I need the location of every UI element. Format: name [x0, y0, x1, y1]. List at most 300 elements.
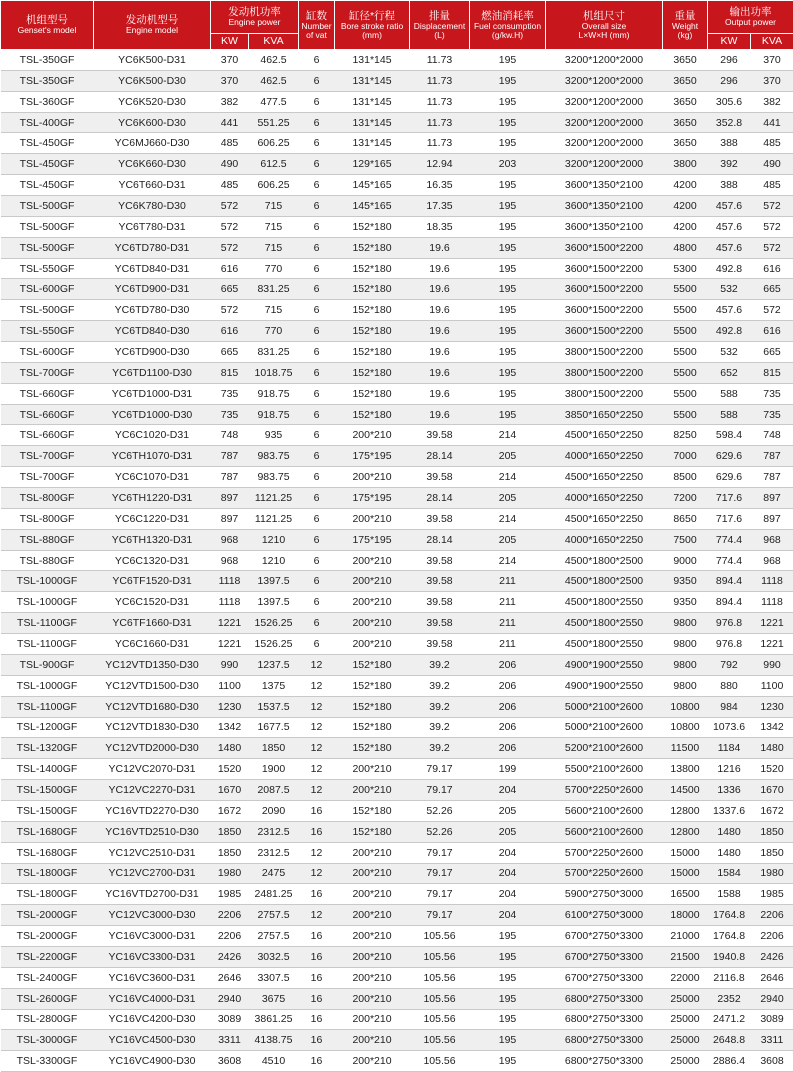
cell-cylinders: 6: [299, 342, 335, 363]
cell-genset-model: TSL-1000GF: [1, 592, 94, 613]
cell-engine-kva: 715: [249, 196, 299, 217]
cell-fuel-consumption: 205: [470, 821, 546, 842]
cell-fuel-consumption: 204: [470, 884, 546, 905]
cell-weight: 8650: [663, 508, 708, 529]
cell-genset-model: TSL-2000GF: [1, 905, 94, 926]
cell-output-kva: 1850: [751, 842, 793, 863]
cell-engine-kva: 770: [249, 258, 299, 279]
cell-overall-size: 3600*1500*2200: [546, 300, 663, 321]
cell-engine-model: YC6K780-D30: [94, 196, 211, 217]
cell-genset-model: TSL-2000GF: [1, 926, 94, 947]
cell-engine-kw: 490: [211, 154, 249, 175]
cell-bore-stroke: 152*180: [335, 675, 410, 696]
cell-engine-kw: 748: [211, 425, 249, 446]
cell-displacement: 52.26: [410, 800, 470, 821]
cell-displacement: 11.73: [410, 91, 470, 112]
cell-output-kw: 1764.8: [708, 926, 751, 947]
cell-fuel-consumption: 195: [470, 50, 546, 71]
cell-bore-stroke: 200*210: [335, 592, 410, 613]
cell-cylinders: 6: [299, 467, 335, 488]
table-row: [1, 425, 793, 446]
cell-displacement: 105.56: [410, 1051, 470, 1072]
cell-engine-kw: 735: [211, 404, 249, 425]
cell-output-kva: 2206: [751, 905, 793, 926]
cell-engine-kva: 3861.25: [249, 1009, 299, 1030]
cell-output-kva: 897: [751, 488, 793, 509]
cell-weight: 5300: [663, 258, 708, 279]
cell-output-kw: 2352: [708, 988, 751, 1009]
cell-genset-model: TSL-1800GF: [1, 863, 94, 884]
cell-bore-stroke: 131*145: [335, 70, 410, 91]
table-row: [1, 237, 793, 258]
cell-output-kva: 665: [751, 342, 793, 363]
cell-output-kw: 1184: [708, 738, 751, 759]
cell-overall-size: 3800*1500*2200: [546, 362, 663, 383]
cell-overall-size: 4900*1900*2550: [546, 675, 663, 696]
cell-cylinders: 6: [299, 321, 335, 342]
cell-bore-stroke: 200*210: [335, 988, 410, 1009]
cell-genset-model: TSL-550GF: [1, 321, 94, 342]
cell-weight: 11500: [663, 738, 708, 759]
cell-overall-size: 3600*1500*2200: [546, 321, 663, 342]
cell-engine-kw: 787: [211, 446, 249, 467]
cell-overall-size: 4900*1900*2550: [546, 654, 663, 675]
cell-output-kw: 652: [708, 362, 751, 383]
cell-output-kw: 588: [708, 383, 751, 404]
header-bore-stroke: 缸径*行程 Bore stroke ratio (mm): [335, 1, 410, 50]
cell-engine-model: YC6C1520-D31: [94, 592, 211, 613]
cell-bore-stroke: 131*145: [335, 112, 410, 133]
cell-genset-model: TSL-400GF: [1, 112, 94, 133]
cell-overall-size: 3800*1500*2200: [546, 383, 663, 404]
cell-cylinders: 12: [299, 654, 335, 675]
cell-output-kw: 976.8: [708, 613, 751, 634]
cell-cylinders: 6: [299, 258, 335, 279]
cell-engine-kw: 990: [211, 654, 249, 675]
cell-weight: 9800: [663, 634, 708, 655]
cell-overall-size: 3850*1650*2250: [546, 404, 663, 425]
cell-engine-kw: 2206: [211, 926, 249, 947]
cell-cylinders: 6: [299, 237, 335, 258]
cell-genset-model: TSL-1680GF: [1, 821, 94, 842]
cell-weight: 15000: [663, 842, 708, 863]
cell-cylinders: 6: [299, 50, 335, 71]
cell-fuel-consumption: 203: [470, 154, 546, 175]
cell-output-kva: 490: [751, 154, 793, 175]
cell-genset-model: TSL-660GF: [1, 404, 94, 425]
cell-engine-kw: 370: [211, 70, 249, 91]
cell-overall-size: 6800*2750*3300: [546, 1030, 663, 1051]
cell-genset-model: TSL-700GF: [1, 446, 94, 467]
cell-bore-stroke: 129*165: [335, 154, 410, 175]
cell-output-kva: 1118: [751, 592, 793, 613]
cell-cylinders: 6: [299, 488, 335, 509]
cell-displacement: 19.6: [410, 342, 470, 363]
cell-genset-model: TSL-880GF: [1, 550, 94, 571]
cell-engine-model: YC16VTD2700-D31: [94, 884, 211, 905]
cell-displacement: 39.2: [410, 696, 470, 717]
cell-fuel-consumption: 195: [470, 1030, 546, 1051]
table-row: [1, 550, 793, 571]
cell-engine-kw: 3089: [211, 1009, 249, 1030]
cell-bore-stroke: 200*210: [335, 884, 410, 905]
cell-output-kva: 441: [751, 112, 793, 133]
cell-weight: 9800: [663, 675, 708, 696]
table-row: [1, 738, 793, 759]
table-row: [1, 216, 793, 237]
cell-displacement: 105.56: [410, 988, 470, 1009]
table-row: [1, 258, 793, 279]
cell-output-kw: 457.6: [708, 237, 751, 258]
cell-output-kva: 1980: [751, 863, 793, 884]
cell-weight: 5500: [663, 342, 708, 363]
cell-genset-model: TSL-350GF: [1, 50, 94, 71]
cell-cylinders: 6: [299, 550, 335, 571]
cell-output-kva: 2646: [751, 967, 793, 988]
cell-genset-model: TSL-660GF: [1, 425, 94, 446]
cell-weight: 9350: [663, 571, 708, 592]
cell-weight: 3800: [663, 154, 708, 175]
cell-cylinders: 6: [299, 112, 335, 133]
cell-overall-size: 4000*1650*2250: [546, 488, 663, 509]
cell-engine-kva: 612.5: [249, 154, 299, 175]
cell-output-kva: 2426: [751, 946, 793, 967]
cell-output-kva: 3608: [751, 1051, 793, 1072]
cell-genset-model: TSL-880GF: [1, 529, 94, 550]
cell-overall-size: 6800*2750*3300: [546, 1051, 663, 1072]
cell-genset-model: TSL-360GF: [1, 91, 94, 112]
cell-displacement: 19.6: [410, 321, 470, 342]
table-body: [1, 50, 793, 1072]
cell-displacement: 39.2: [410, 738, 470, 759]
table-row: [1, 175, 793, 196]
cell-engine-model: YC6TD1100-D30: [94, 362, 211, 383]
cell-bore-stroke: 152*180: [335, 300, 410, 321]
cell-engine-model: YC12VTD1680-D30: [94, 696, 211, 717]
cell-engine-kw: 735: [211, 383, 249, 404]
cell-fuel-consumption: 204: [470, 905, 546, 926]
cell-fuel-consumption: 195: [470, 133, 546, 154]
cell-output-kva: 2940: [751, 988, 793, 1009]
cell-genset-model: TSL-450GF: [1, 133, 94, 154]
table-row: [1, 488, 793, 509]
cell-displacement: 39.2: [410, 675, 470, 696]
cell-genset-model: TSL-2200GF: [1, 946, 94, 967]
cell-output-kw: 1073.6: [708, 717, 751, 738]
cell-cylinders: 6: [299, 634, 335, 655]
cell-engine-kw: 572: [211, 237, 249, 258]
cell-fuel-consumption: 195: [470, 196, 546, 217]
cell-engine-kw: 1221: [211, 613, 249, 634]
cell-output-kw: 629.6: [708, 467, 751, 488]
cell-engine-kva: 715: [249, 216, 299, 237]
cell-output-kw: 2648.8: [708, 1030, 751, 1051]
cell-weight: 7000: [663, 446, 708, 467]
table-row: [1, 467, 793, 488]
cell-engine-kw: 572: [211, 216, 249, 237]
table-row: [1, 529, 793, 550]
cell-cylinders: 16: [299, 884, 335, 905]
cell-cylinders: 6: [299, 133, 335, 154]
cell-output-kw: 880: [708, 675, 751, 696]
cell-fuel-consumption: 195: [470, 70, 546, 91]
cell-output-kw: 1336: [708, 780, 751, 801]
cell-engine-model: YC12VC2070-D31: [94, 759, 211, 780]
cell-cylinders: 12: [299, 780, 335, 801]
cell-output-kw: 1216: [708, 759, 751, 780]
cell-weight: 5500: [663, 300, 708, 321]
cell-genset-model: TSL-1500GF: [1, 780, 94, 801]
cell-output-kw: 598.4: [708, 425, 751, 446]
table-row: [1, 1030, 793, 1051]
table-row: [1, 717, 793, 738]
cell-displacement: 19.6: [410, 362, 470, 383]
cell-weight: 21500: [663, 946, 708, 967]
cell-engine-kva: 1397.5: [249, 592, 299, 613]
cell-engine-model: YC16VC3000-D31: [94, 926, 211, 947]
cell-genset-model: TSL-1320GF: [1, 738, 94, 759]
cell-engine-kva: 2475: [249, 863, 299, 884]
cell-fuel-consumption: 205: [470, 529, 546, 550]
table-header: [1, 1, 793, 50]
cell-engine-kva: 2757.5: [249, 926, 299, 947]
cell-fuel-consumption: 195: [470, 946, 546, 967]
cell-fuel-consumption: 195: [470, 404, 546, 425]
cell-engine-model: YC6TH1320-D31: [94, 529, 211, 550]
cell-engine-model: YC6K660-D30: [94, 154, 211, 175]
cell-overall-size: 4500*1800*2550: [546, 592, 663, 613]
cell-output-kva: 382: [751, 91, 793, 112]
cell-bore-stroke: 152*180: [335, 821, 410, 842]
cell-genset-model: TSL-900GF: [1, 654, 94, 675]
cell-engine-kva: 1677.5: [249, 717, 299, 738]
cell-engine-kva: 1900: [249, 759, 299, 780]
cell-genset-model: TSL-450GF: [1, 175, 94, 196]
cell-engine-model: YC6TD780-D30: [94, 300, 211, 321]
cell-engine-model: YC12VC2510-D31: [94, 842, 211, 863]
cell-cylinders: 16: [299, 988, 335, 1009]
cell-engine-model: YC16VC3600-D31: [94, 967, 211, 988]
cell-displacement: 11.73: [410, 133, 470, 154]
cell-overall-size: 4000*1650*2250: [546, 529, 663, 550]
cell-engine-model: YC6K520-D30: [94, 91, 211, 112]
cell-engine-kw: 815: [211, 362, 249, 383]
cell-displacement: 19.6: [410, 258, 470, 279]
cell-genset-model: TSL-450GF: [1, 154, 94, 175]
cell-engine-kw: 616: [211, 258, 249, 279]
cell-output-kva: 1480: [751, 738, 793, 759]
cell-engine-kw: 1100: [211, 675, 249, 696]
table-row: [1, 800, 793, 821]
cell-overall-size: 3600*1350*2100: [546, 175, 663, 196]
cell-engine-model: YC6TD900-D30: [94, 342, 211, 363]
cell-fuel-consumption: 199: [470, 759, 546, 780]
table-row: [1, 696, 793, 717]
cell-cylinders: 6: [299, 613, 335, 634]
cell-engine-kw: 1672: [211, 800, 249, 821]
cell-output-kw: 392: [708, 154, 751, 175]
cell-weight: 4200: [663, 175, 708, 196]
cell-weight: 4800: [663, 237, 708, 258]
cell-cylinders: 12: [299, 717, 335, 738]
cell-weight: 5500: [663, 362, 708, 383]
cell-weight: 22000: [663, 967, 708, 988]
cell-overall-size: 3600*1500*2200: [546, 258, 663, 279]
header-output-kw: KW: [708, 34, 751, 50]
cell-overall-size: 6700*2750*3300: [546, 967, 663, 988]
cell-engine-kva: 4138.75: [249, 1030, 299, 1051]
cell-engine-kva: 477.5: [249, 91, 299, 112]
cell-engine-kw: 1985: [211, 884, 249, 905]
cell-engine-kva: 983.75: [249, 467, 299, 488]
cell-bore-stroke: 200*210: [335, 926, 410, 947]
cell-displacement: 39.58: [410, 508, 470, 529]
cell-cylinders: 6: [299, 446, 335, 467]
cell-output-kw: 388: [708, 133, 751, 154]
cell-cylinders: 6: [299, 592, 335, 613]
cell-cylinders: 6: [299, 175, 335, 196]
table-row: [1, 362, 793, 383]
cell-cylinders: 16: [299, 926, 335, 947]
cell-fuel-consumption: 206: [470, 717, 546, 738]
cell-output-kw: 296: [708, 50, 751, 71]
cell-displacement: 16.35: [410, 175, 470, 196]
cell-displacement: 39.58: [410, 425, 470, 446]
cell-overall-size: 5000*2100*2600: [546, 717, 663, 738]
cell-fuel-consumption: 205: [470, 488, 546, 509]
cell-bore-stroke: 200*210: [335, 842, 410, 863]
cell-engine-model: YC12VTD1500-D30: [94, 675, 211, 696]
cell-displacement: 39.2: [410, 654, 470, 675]
cell-engine-kw: 665: [211, 279, 249, 300]
cell-weight: 12800: [663, 821, 708, 842]
cell-genset-model: TSL-2400GF: [1, 967, 94, 988]
cell-engine-kw: 572: [211, 300, 249, 321]
cell-overall-size: 6800*2750*3300: [546, 988, 663, 1009]
cell-overall-size: 6800*2750*3300: [546, 1009, 663, 1030]
cell-cylinders: 12: [299, 759, 335, 780]
header-engine-model: 发动机型号 Engine model: [94, 1, 211, 50]
cell-engine-model: YC6TD840-D30: [94, 321, 211, 342]
cell-output-kw: 717.6: [708, 508, 751, 529]
cell-engine-model: YC6TD780-D31: [94, 237, 211, 258]
cell-overall-size: 3200*1200*2000: [546, 70, 663, 91]
header-output-kva: KVA: [751, 34, 793, 50]
cell-engine-kw: 485: [211, 175, 249, 196]
cell-engine-kva: 1526.25: [249, 634, 299, 655]
cell-engine-kva: 715: [249, 237, 299, 258]
cell-cylinders: 6: [299, 196, 335, 217]
cell-overall-size: 6700*2750*3300: [546, 926, 663, 947]
cell-output-kw: 894.4: [708, 592, 751, 613]
cell-output-kva: 616: [751, 321, 793, 342]
cell-overall-size: 3200*1200*2000: [546, 112, 663, 133]
cell-engine-kva: 715: [249, 300, 299, 321]
cell-bore-stroke: 152*180: [335, 362, 410, 383]
cell-output-kva: 370: [751, 50, 793, 71]
cell-engine-kva: 831.25: [249, 279, 299, 300]
cell-engine-model: YC12VTD2000-D30: [94, 738, 211, 759]
cell-displacement: 11.73: [410, 70, 470, 91]
cell-displacement: 11.73: [410, 112, 470, 133]
cell-output-kw: 457.6: [708, 196, 751, 217]
cell-weight: 10800: [663, 696, 708, 717]
cell-weight: 9350: [663, 592, 708, 613]
cell-fuel-consumption: 195: [470, 362, 546, 383]
cell-overall-size: 3600*1500*2200: [546, 279, 663, 300]
cell-overall-size: 6700*2750*3300: [546, 946, 663, 967]
header-weight: 重量 Weight (kg): [663, 1, 708, 50]
cell-bore-stroke: 152*180: [335, 404, 410, 425]
cell-bore-stroke: 152*180: [335, 216, 410, 237]
cell-output-kw: 774.4: [708, 550, 751, 571]
cell-engine-kva: 3307.5: [249, 967, 299, 988]
cell-overall-size: 5900*2750*3000: [546, 884, 663, 905]
cell-output-kva: 1520: [751, 759, 793, 780]
table-row: [1, 988, 793, 1009]
cell-output-kw: 457.6: [708, 300, 751, 321]
cell-bore-stroke: 152*180: [335, 321, 410, 342]
cell-engine-kva: 3675: [249, 988, 299, 1009]
cell-output-kva: 3089: [751, 1009, 793, 1030]
table-row: [1, 50, 793, 71]
cell-bore-stroke: 175*195: [335, 488, 410, 509]
cell-output-kw: 1337.6: [708, 800, 751, 821]
cell-bore-stroke: 200*210: [335, 508, 410, 529]
cell-cylinders: 6: [299, 70, 335, 91]
cell-overall-size: 3800*1500*2200: [546, 342, 663, 363]
cell-weight: 25000: [663, 1009, 708, 1030]
cell-cylinders: 16: [299, 1009, 335, 1030]
table-row: [1, 592, 793, 613]
cell-overall-size: 5600*2100*2600: [546, 821, 663, 842]
cell-engine-kw: 2206: [211, 905, 249, 926]
cell-engine-kw: 1850: [211, 842, 249, 863]
cell-output-kva: 1230: [751, 696, 793, 717]
cell-output-kva: 485: [751, 175, 793, 196]
cell-weight: 12800: [663, 800, 708, 821]
table-row: [1, 780, 793, 801]
cell-engine-kw: 2646: [211, 967, 249, 988]
cell-fuel-consumption: 214: [470, 508, 546, 529]
cell-overall-size: 4500*1650*2250: [546, 467, 663, 488]
table-row: [1, 634, 793, 655]
cell-genset-model: TSL-1800GF: [1, 884, 94, 905]
cell-output-kva: 748: [751, 425, 793, 446]
cell-engine-model: YC12VTD1830-D30: [94, 717, 211, 738]
cell-fuel-consumption: 195: [470, 967, 546, 988]
cell-engine-kva: 1121.25: [249, 488, 299, 509]
cell-weight: 21000: [663, 926, 708, 947]
cell-engine-kw: 2940: [211, 988, 249, 1009]
cell-fuel-consumption: 195: [470, 237, 546, 258]
table-row: [1, 967, 793, 988]
cell-displacement: 39.58: [410, 467, 470, 488]
cell-engine-kva: 2757.5: [249, 905, 299, 926]
cell-displacement: 79.17: [410, 884, 470, 905]
cell-engine-kw: 1980: [211, 863, 249, 884]
cell-engine-kva: 2087.5: [249, 780, 299, 801]
cell-fuel-consumption: 204: [470, 780, 546, 801]
cell-output-kva: 485: [751, 133, 793, 154]
cell-bore-stroke: 200*210: [335, 550, 410, 571]
cell-overall-size: 5500*2100*2600: [546, 759, 663, 780]
cell-engine-kva: 1537.5: [249, 696, 299, 717]
header-cylinders: 缸数 Number of vat: [299, 1, 335, 50]
cell-weight: 25000: [663, 988, 708, 1009]
cell-engine-model: YC6C1660-D31: [94, 634, 211, 655]
cell-engine-kva: 1018.75: [249, 362, 299, 383]
